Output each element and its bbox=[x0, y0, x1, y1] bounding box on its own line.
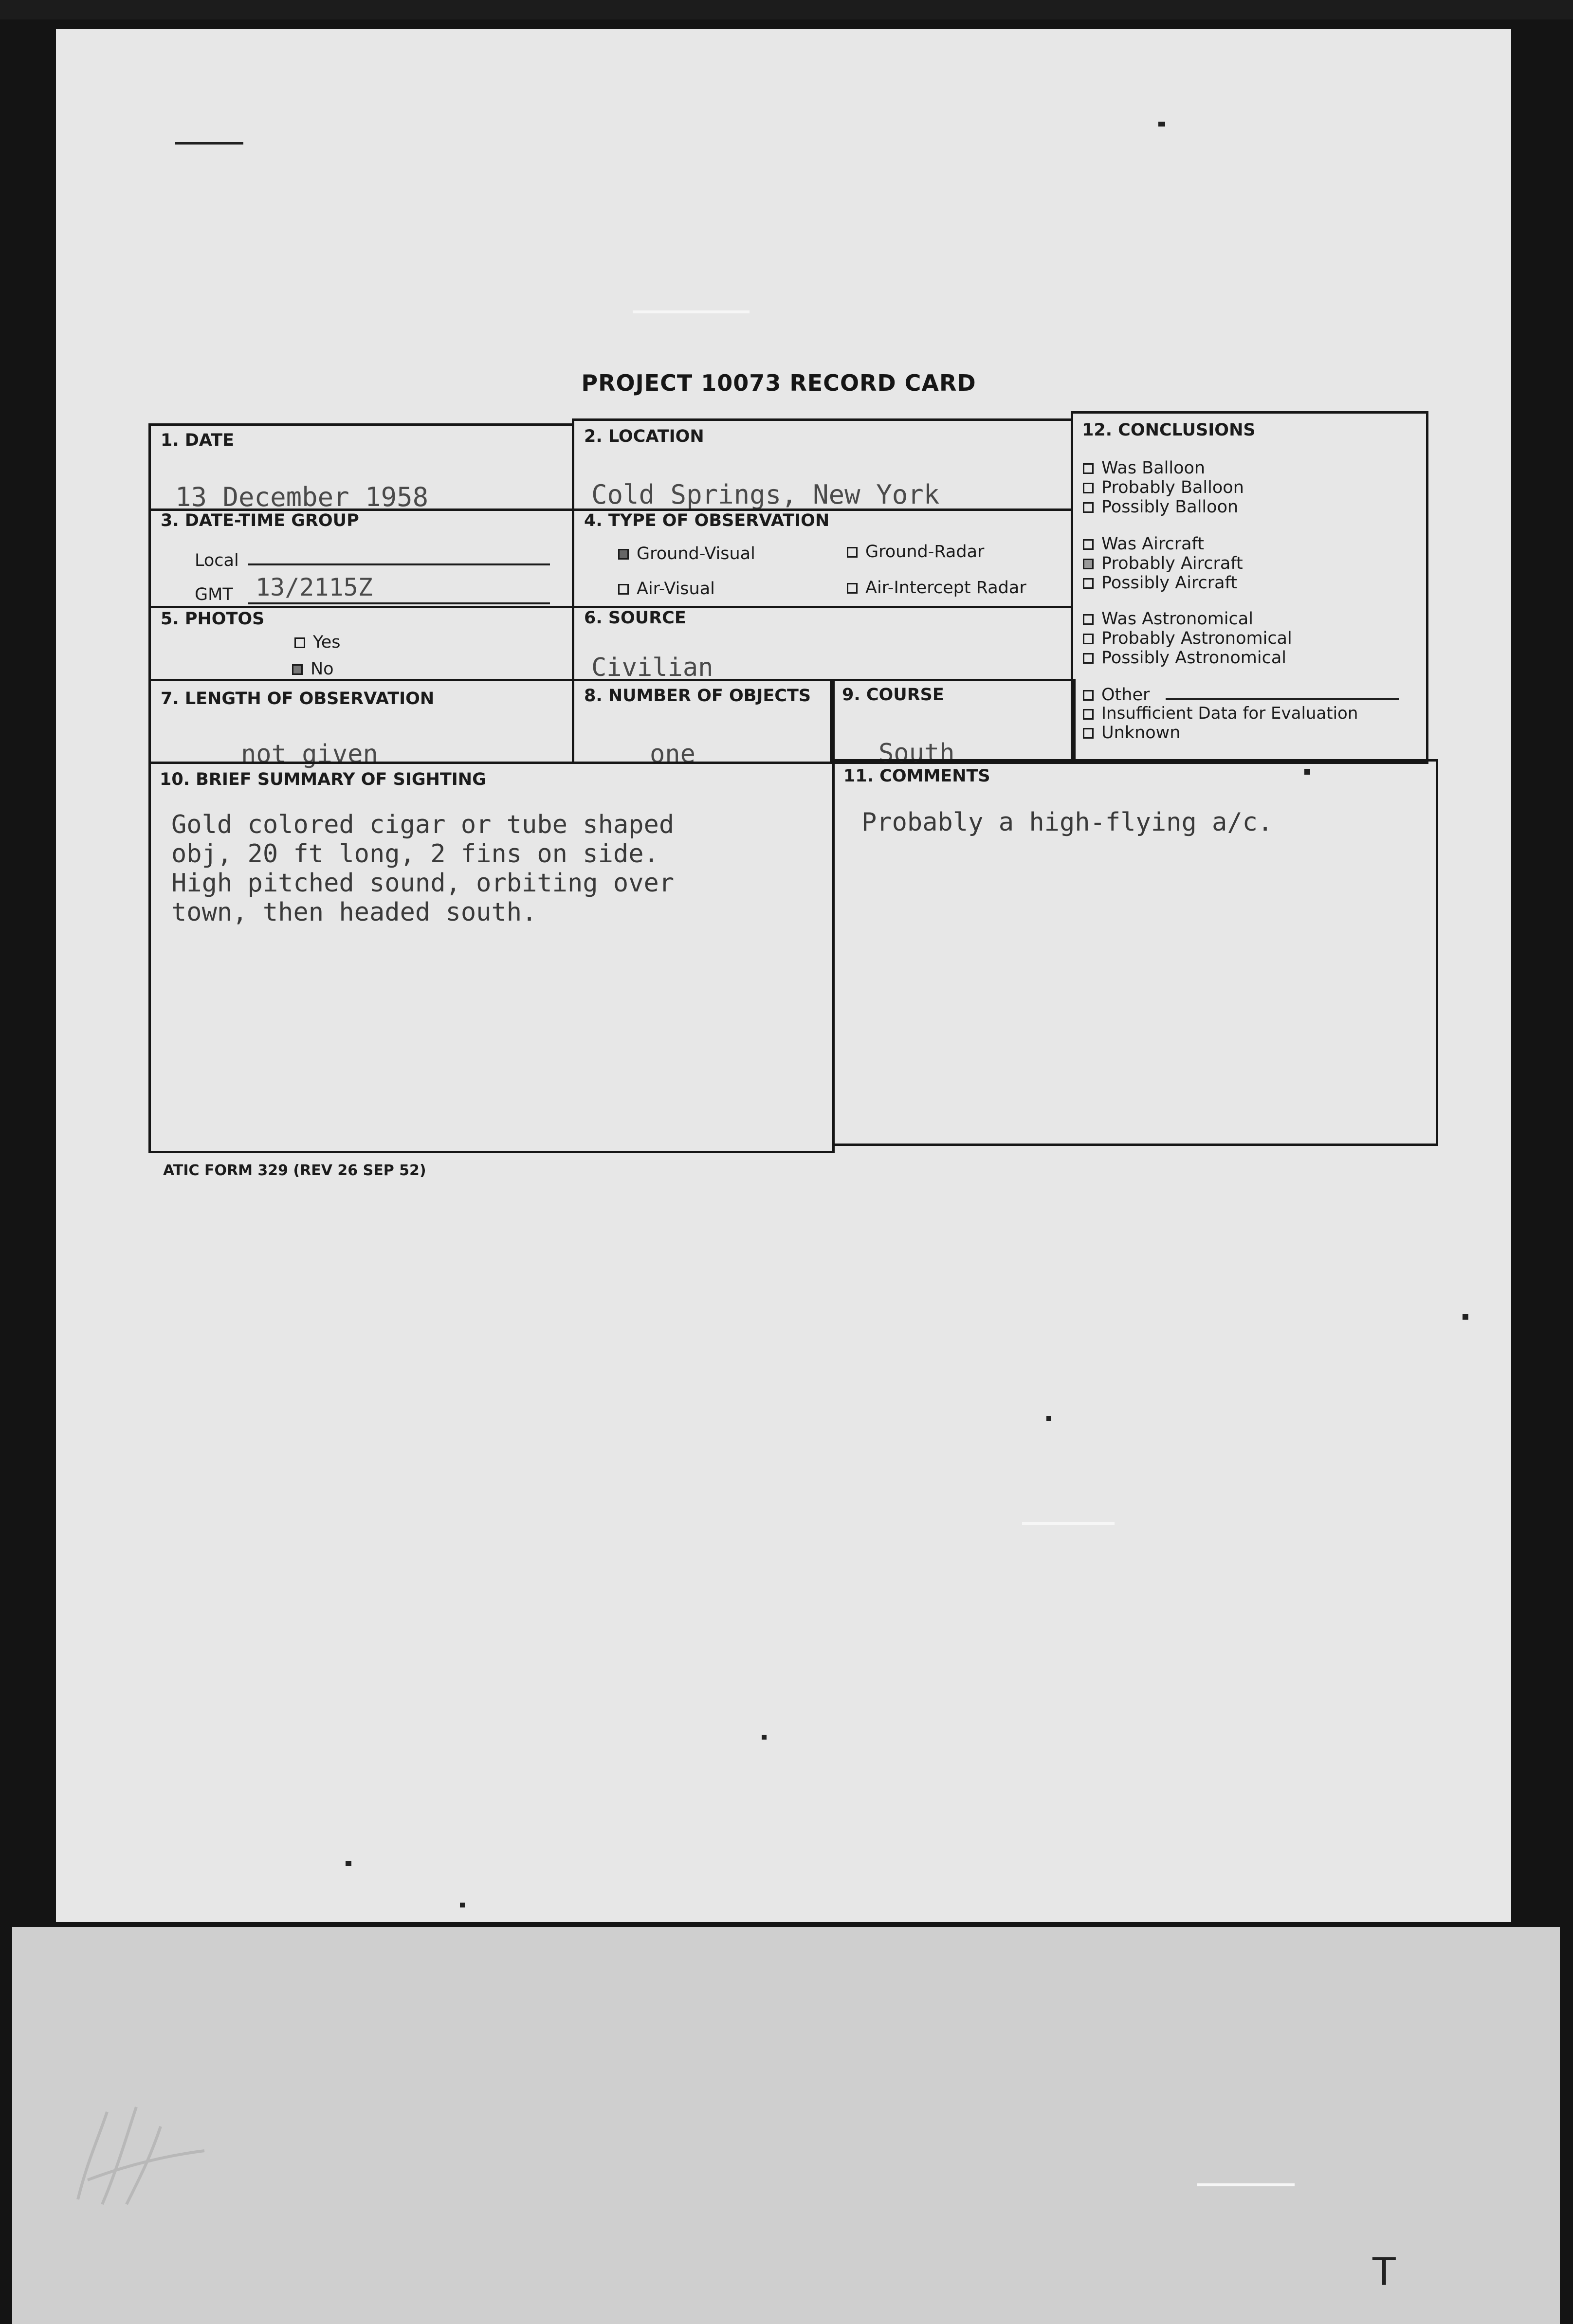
other-line bbox=[1166, 698, 1399, 700]
length-of-observation-cell bbox=[148, 679, 574, 769]
conclusions-cell bbox=[1071, 411, 1428, 764]
conclusion-label: Possibly Aircraft bbox=[1101, 573, 1238, 593]
checkbox-icon bbox=[1083, 463, 1094, 474]
conclusion-label: Was Balloon bbox=[1101, 458, 1206, 478]
conclusion-was-balloon[interactable] bbox=[1083, 458, 1205, 478]
checkbox-icon bbox=[1083, 634, 1094, 644]
scan-highlight bbox=[633, 310, 750, 313]
summary-text bbox=[171, 810, 674, 927]
conclusion-label: Probably Balloon bbox=[1101, 478, 1244, 497]
checkbox-icon bbox=[618, 584, 629, 595]
comments-cell bbox=[832, 759, 1438, 1146]
checkbox-icon bbox=[847, 547, 858, 558]
checkbox-icon bbox=[1083, 614, 1094, 625]
checkbox-icon bbox=[847, 583, 858, 594]
gmt-line bbox=[248, 602, 550, 604]
type-of-observation-label: 4. TYPE OF OBSERVATION bbox=[584, 511, 830, 530]
observation-option-air-visual[interactable] bbox=[618, 579, 715, 599]
checkbox-icon bbox=[1083, 728, 1094, 739]
scan-speck bbox=[175, 142, 243, 145]
summary-line: town, then headed south. bbox=[171, 898, 537, 927]
conclusion-was-aircraft[interactable] bbox=[1083, 534, 1204, 554]
observation-option-label: Air-Intercept Radar bbox=[865, 578, 1026, 598]
conclusion-possibly-balloon[interactable] bbox=[1083, 497, 1238, 517]
conclusion-label: Probably Aircraft bbox=[1101, 554, 1243, 573]
number-of-objects-label: 8. NUMBER OF OBJECTS bbox=[584, 686, 811, 706]
conclusion-other[interactable] bbox=[1083, 685, 1150, 705]
scan-speck bbox=[762, 1735, 767, 1740]
location-cell bbox=[572, 418, 1073, 511]
date-value: 13 December 1958 bbox=[175, 482, 429, 512]
date-label: 1. DATE bbox=[161, 431, 235, 450]
photos-label: 5. PHOTOS bbox=[161, 609, 265, 629]
conclusion-label: Possibly Balloon bbox=[1101, 497, 1239, 517]
photos-option-label: No bbox=[311, 659, 334, 679]
comments-value: Probably a high-flying a/c. bbox=[861, 808, 1273, 837]
checkbox-icon bbox=[618, 549, 629, 560]
checkbox-icon bbox=[1083, 502, 1094, 513]
conclusion-possibly-aircraft[interactable] bbox=[1083, 573, 1237, 593]
date-time-group-label: 3. DATE-TIME GROUP bbox=[161, 511, 359, 530]
source-label: 6. SOURCE bbox=[584, 608, 686, 628]
observation-option-label: Ground-Visual bbox=[637, 544, 755, 563]
conclusion-label: Possibly Astronomical bbox=[1101, 648, 1287, 668]
date-cell bbox=[148, 423, 574, 511]
checkbox-icon bbox=[1083, 578, 1094, 589]
scan-speck bbox=[346, 1861, 351, 1866]
course-value: South bbox=[878, 739, 955, 768]
number-of-objects-cell bbox=[572, 679, 835, 769]
summary-line: Gold colored cigar or tube shaped bbox=[171, 810, 675, 839]
summary-line: High pitched sound, orbiting over bbox=[171, 869, 675, 898]
conclusion-insufficient-data[interactable] bbox=[1083, 704, 1358, 723]
summary-line: obj, 20 ft long, 2 fins on side. bbox=[171, 839, 659, 869]
checkbox-icon bbox=[1083, 709, 1094, 720]
checkbox-icon bbox=[1083, 539, 1094, 550]
photos-option-label: Yes bbox=[313, 633, 341, 652]
conclusion-unknown[interactable] bbox=[1083, 723, 1180, 743]
conclusion-label: Unknown bbox=[1101, 723, 1181, 743]
scan-speck bbox=[1046, 1416, 1051, 1421]
scan-highlight bbox=[1197, 2183, 1295, 2186]
scan-highlight bbox=[1022, 1522, 1115, 1525]
conclusion-probably-aircraft[interactable] bbox=[1083, 554, 1243, 573]
scan-speck bbox=[460, 1903, 465, 1907]
type-of-observation-cell bbox=[572, 508, 1073, 608]
source-cell bbox=[572, 606, 1073, 681]
local-time-label: Local bbox=[195, 551, 239, 570]
checkbox-icon bbox=[1083, 653, 1094, 664]
gmt-label: GMT bbox=[195, 585, 233, 604]
conclusion-was-astronomical[interactable] bbox=[1083, 609, 1253, 629]
course-label: 9. COURSE bbox=[842, 685, 944, 705]
observation-option-ground-visual[interactable] bbox=[618, 544, 755, 563]
checkbox-icon bbox=[1083, 690, 1094, 701]
photos-option-yes[interactable] bbox=[294, 633, 341, 652]
checkbox-icon bbox=[1083, 559, 1094, 569]
conclusion-label: Other bbox=[1101, 685, 1150, 705]
conclusion-label: Probably Astronomical bbox=[1101, 629, 1292, 648]
photos-cell bbox=[148, 606, 574, 681]
length-of-observation-label: 7. LENGTH OF OBSERVATION bbox=[161, 689, 435, 708]
length-of-observation-value: not given bbox=[241, 740, 378, 769]
film-lower-band bbox=[12, 1927, 1560, 2324]
local-time-line bbox=[248, 563, 550, 565]
date-time-group-cell bbox=[148, 508, 574, 608]
checkbox-icon bbox=[292, 664, 303, 675]
summary-label: 10. BRIEF SUMMARY OF SIGHTING bbox=[160, 770, 486, 789]
photos-option-no[interactable] bbox=[277, 659, 334, 679]
conclusion-label: Was Aircraft bbox=[1101, 534, 1204, 554]
checkbox-icon bbox=[1083, 483, 1094, 493]
conclusions-label: 12. CONCLUSIONS bbox=[1082, 420, 1256, 440]
source-value: Civilian bbox=[591, 653, 713, 682]
conclusion-probably-balloon[interactable] bbox=[1083, 478, 1244, 497]
gmt-value: 13/2115Z bbox=[256, 573, 373, 601]
card-title: PROJECT 10073 RECORD CARD bbox=[581, 370, 976, 396]
margin-mark: T bbox=[1372, 2251, 1396, 2294]
scan-speck bbox=[1158, 122, 1165, 127]
observation-option-label: Ground-Radar bbox=[865, 542, 985, 562]
observation-option-label: Air-Visual bbox=[637, 579, 715, 599]
scan-speck bbox=[1463, 1314, 1468, 1320]
comments-label: 11. COMMENTS bbox=[843, 766, 990, 786]
conclusion-possibly-astronomical[interactable] bbox=[1083, 648, 1286, 668]
observation-option-air-intercept-radar[interactable] bbox=[847, 578, 1026, 598]
form-number: ATIC FORM 329 (REV 26 SEP 52) bbox=[163, 1162, 426, 1179]
location-label: 2. LOCATION bbox=[584, 427, 704, 446]
film-edge bbox=[0, 0, 1573, 19]
checkbox-icon bbox=[294, 637, 305, 648]
handwritten-scribble bbox=[68, 2083, 214, 2219]
conclusion-label: Was Astronomical bbox=[1101, 609, 1253, 629]
conclusion-label: Insufficient Data for Evaluation bbox=[1101, 704, 1358, 723]
conclusion-probably-astronomical[interactable] bbox=[1083, 629, 1292, 648]
location-value: Cold Springs, New York bbox=[591, 479, 940, 510]
observation-option-ground-radar[interactable] bbox=[847, 542, 984, 562]
summary-cell bbox=[148, 762, 835, 1153]
number-of-objects-value: one bbox=[650, 740, 695, 769]
course-cell bbox=[830, 679, 1076, 768]
